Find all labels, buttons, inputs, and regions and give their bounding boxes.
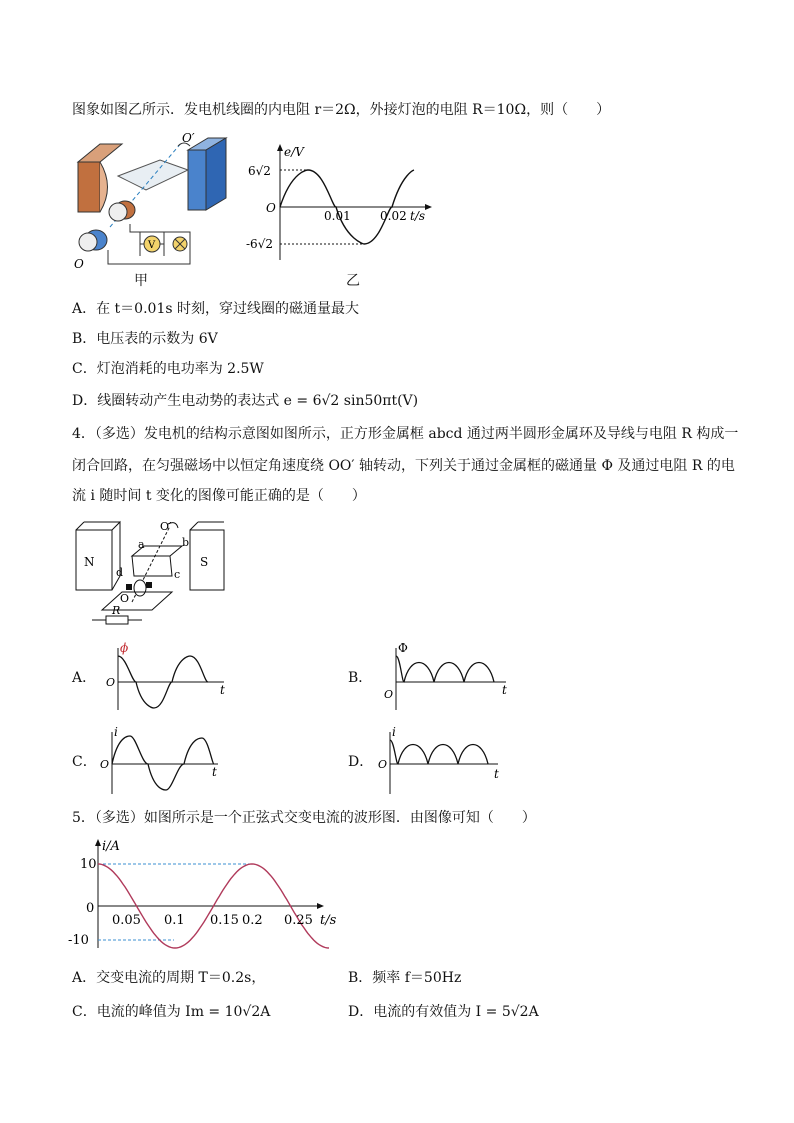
q3-option-d: D．线圈转动产生电动势的表达式 e = 6√2 sin50πt(V) [72, 393, 419, 409]
q4-graph-d [374, 726, 508, 796]
q3-option-a: A．在 t＝0.01s 时刻，穿过线圈的磁通量最大 [72, 301, 359, 317]
y-label: Φ [398, 641, 408, 655]
x-axis-label: t/s [320, 913, 337, 928]
origin-label: O [106, 676, 116, 689]
origin-label: O [378, 758, 388, 771]
fig-yi-label: 乙 [346, 273, 360, 289]
x-label: t [220, 683, 225, 697]
generator-structure-figure [72, 518, 232, 630]
y-axis-label: i/A [102, 839, 120, 854]
emf-graph [246, 140, 436, 268]
q5-option-c: C．电流的峰值为 Im = 10√2A [72, 1004, 271, 1020]
y-neg-label: -6√2 [246, 237, 273, 251]
q4-option-c-label: C． [72, 754, 97, 770]
label-a: a [138, 538, 145, 551]
x-tick-02: 0.2 [242, 913, 263, 928]
label-o: O [74, 257, 84, 271]
y-label: i [392, 725, 396, 739]
x-axis-label: t/s [410, 209, 426, 223]
y-label: ϕ [120, 641, 129, 655]
voltmeter-label: V [148, 240, 156, 251]
current-waveform-chart [68, 836, 340, 952]
q3-option-b: B．电压表的示数为 6V [72, 331, 218, 347]
q4-graph-a [102, 642, 232, 712]
y-tick-10: 10 [80, 857, 97, 872]
q5-option-b: B．频率 f＝50Hz [348, 970, 462, 986]
y-label: i [114, 725, 118, 739]
pole-n: N [84, 555, 95, 569]
origin-label: O [100, 758, 110, 771]
x-label: t [212, 765, 217, 779]
label-c: c [174, 568, 181, 581]
origin-label: O [384, 688, 394, 701]
label-d: d [116, 566, 124, 579]
q4-graph-b [380, 642, 514, 712]
label-r: R [112, 604, 121, 617]
x-tick-01: 0.1 [164, 913, 185, 928]
q4-stem-line3: 流 i 随时间 t 变化的图像可能正确的是（ ） [72, 488, 366, 504]
q4-graph-c [96, 726, 226, 796]
x-tick-015: 0.15 [210, 913, 239, 928]
x-tick-025: 0.25 [284, 913, 313, 928]
y-axis-label: e/V [284, 145, 304, 159]
q4-stem-line1: 4．（多选）发电机的结构示意图如图所示，正方形金属框 abcd 通过两半圆形金属环及导线与电阻 R 构成一 [72, 426, 739, 442]
label-b: b [182, 536, 190, 549]
y-tick-0: 0 [86, 901, 95, 916]
x-tick-001: 0.01 [324, 209, 351, 223]
fig-jia-label: 甲 [134, 273, 148, 289]
origin-label: O [266, 201, 276, 215]
x-tick-005: 0.05 [112, 913, 141, 928]
q4-option-d-label: D． [348, 754, 374, 770]
x-tick-002: 0.02 [380, 209, 407, 223]
q5-stem: 5．（多选）如图所示是一个正弦式交变电流的波形图．由图像可知（ ） [72, 810, 536, 826]
label-o-prime: O′ [182, 131, 195, 145]
q4-option-a-label: A． [72, 670, 97, 686]
q5-option-a: A．交变电流的周期 T＝0.2s， [72, 970, 266, 986]
q3-intro: 图象如图乙所示．发电机线圈的内电阻 r＝2Ω，外接灯泡的电阻 R＝10Ω，则（ ） [72, 102, 611, 118]
pole-s: S [200, 555, 209, 569]
q3-option-c: C．灯泡消耗的电功率为 2.5W [72, 361, 264, 377]
q4-option-b-label: B． [348, 670, 373, 686]
y-pos-label: 6√2 [248, 164, 271, 178]
label-o: O [120, 592, 130, 605]
q4-stem-line2: 闭合回路，在匀强磁场中以恒定角速度绕 OO′ 轴转动，下列关于通过金属框的磁通量 Φ 及通过电阻 R 的电 [72, 458, 735, 474]
label-o-prime: O′ [160, 520, 172, 533]
generator-figure [70, 132, 240, 272]
y-tick-neg10: -10 [68, 933, 89, 948]
x-label: t [494, 767, 499, 781]
x-label: t [502, 683, 507, 697]
q5-option-d: D．电流的有效值为 I = 5√2A [348, 1004, 539, 1020]
